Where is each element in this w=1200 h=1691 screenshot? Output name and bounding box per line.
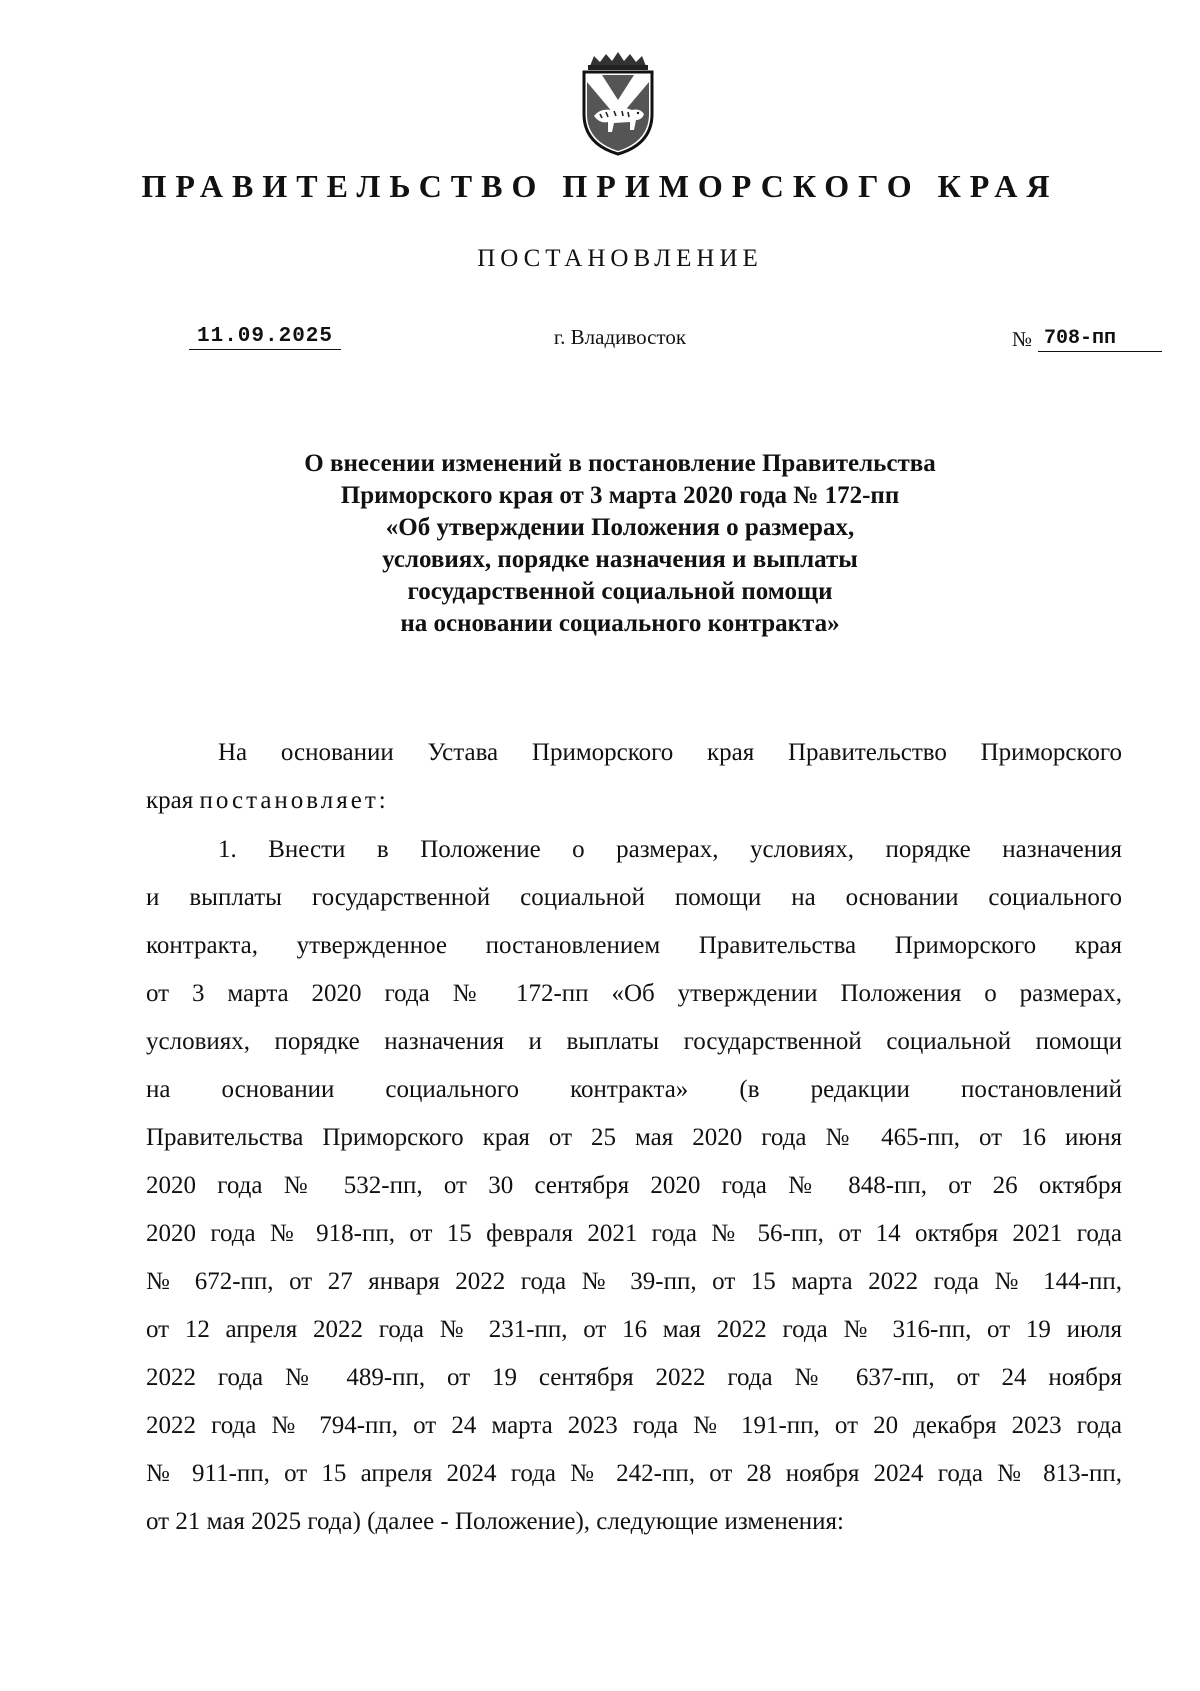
item-line: Правительства Приморского края от 25 мая 2020 года № 465-пп, от 16 июня [146,1124,1122,1151]
item-1-paragraph [146,826,1122,1546]
document-type: ПОСТАНОВЛЕНИЕ [477,245,763,272]
document-date: 11.09.2025 [189,324,341,350]
item-line: и выплаты государственной социальной помощи на основании социального [146,884,1122,911]
subject-line: условиях, порядке назначения и выплаты [382,546,858,573]
preamble-line [146,777,1122,825]
item-line: от 12 апреля 2022 года № 231-пп, от 16 мая 2022 года № 316-пп, от 19 июля [146,1316,1122,1343]
number-sign: № [1012,327,1033,351]
item-line: от 21 мая 2025 года) (далее - Положение), следующие изменения: [146,1508,844,1535]
document-subject [140,448,1100,640]
item-line: 2020 года № 532-пп, от 30 сентября 2020 года № 848-пп, от 26 октября [146,1172,1122,1199]
item-line: № 911-пп, от 15 апреля 2024 года № 242-пп, от 28 ноября 2024 года № 813-пп, [146,1460,1122,1487]
item-line: 1. Внести в Положение о размерах, условиях, порядке назначения [218,836,1122,863]
document-city: г. Владивосток [553,325,687,349]
preamble-paragraph [146,729,1122,825]
item-line: № 672-пп, от 27 января 2022 года № 39-пп, от 15 марта 2022 года № 144-пп, [146,1268,1122,1295]
subject-line: О внесении изменений в постановление Правительства [304,450,936,477]
item-line: 2022 года № 794-пп, от 24 марта 2023 года № 191-пп, от 20 декабря 2023 года [146,1412,1122,1439]
item-line: условиях, порядке назначения и выплаты государственной социальной помощи [146,1028,1122,1055]
subject-line: Приморского края от 3 марта 2020 года № 172-пп [340,482,900,509]
item-line: от 3 марта 2020 года № 172-пп «Об утверждении Положения о размерах, [146,980,1122,1007]
item-line: 2020 года № 918-пп, от 15 февраля 2021 года № 56-пп, от 14 октября 2021 года [146,1220,1122,1247]
item-line: на основании социального контракта» (в редакции постановлений [146,1076,1122,1103]
subject-line: «Об утверждении Положения о размерах, [385,514,855,541]
subject-line: на основании социального контракта» [400,610,840,637]
item-line: контракта, утвержденное постановлением Правительства Приморского края [146,932,1122,959]
coat-of-arms-icon [576,52,660,156]
preamble-text: края [146,787,200,814]
document-number: 708-пп [1038,326,1162,352]
organization-title: ПРАВИТЕЛЬСТВО ПРИМОРСКОГО КРАЯ [141,168,1059,204]
subject-line: государственной социальной помощи [407,578,833,605]
preamble-line: На основании Устава Приморского края Правительство Приморского [218,739,1122,766]
resolves-word: постановляет: [199,787,389,814]
document-number-block [1012,324,1162,352]
item-line: 2022 года № 489-пп, от 19 сентября 2022 года № 637-пп, от 24 ноября [146,1364,1122,1391]
